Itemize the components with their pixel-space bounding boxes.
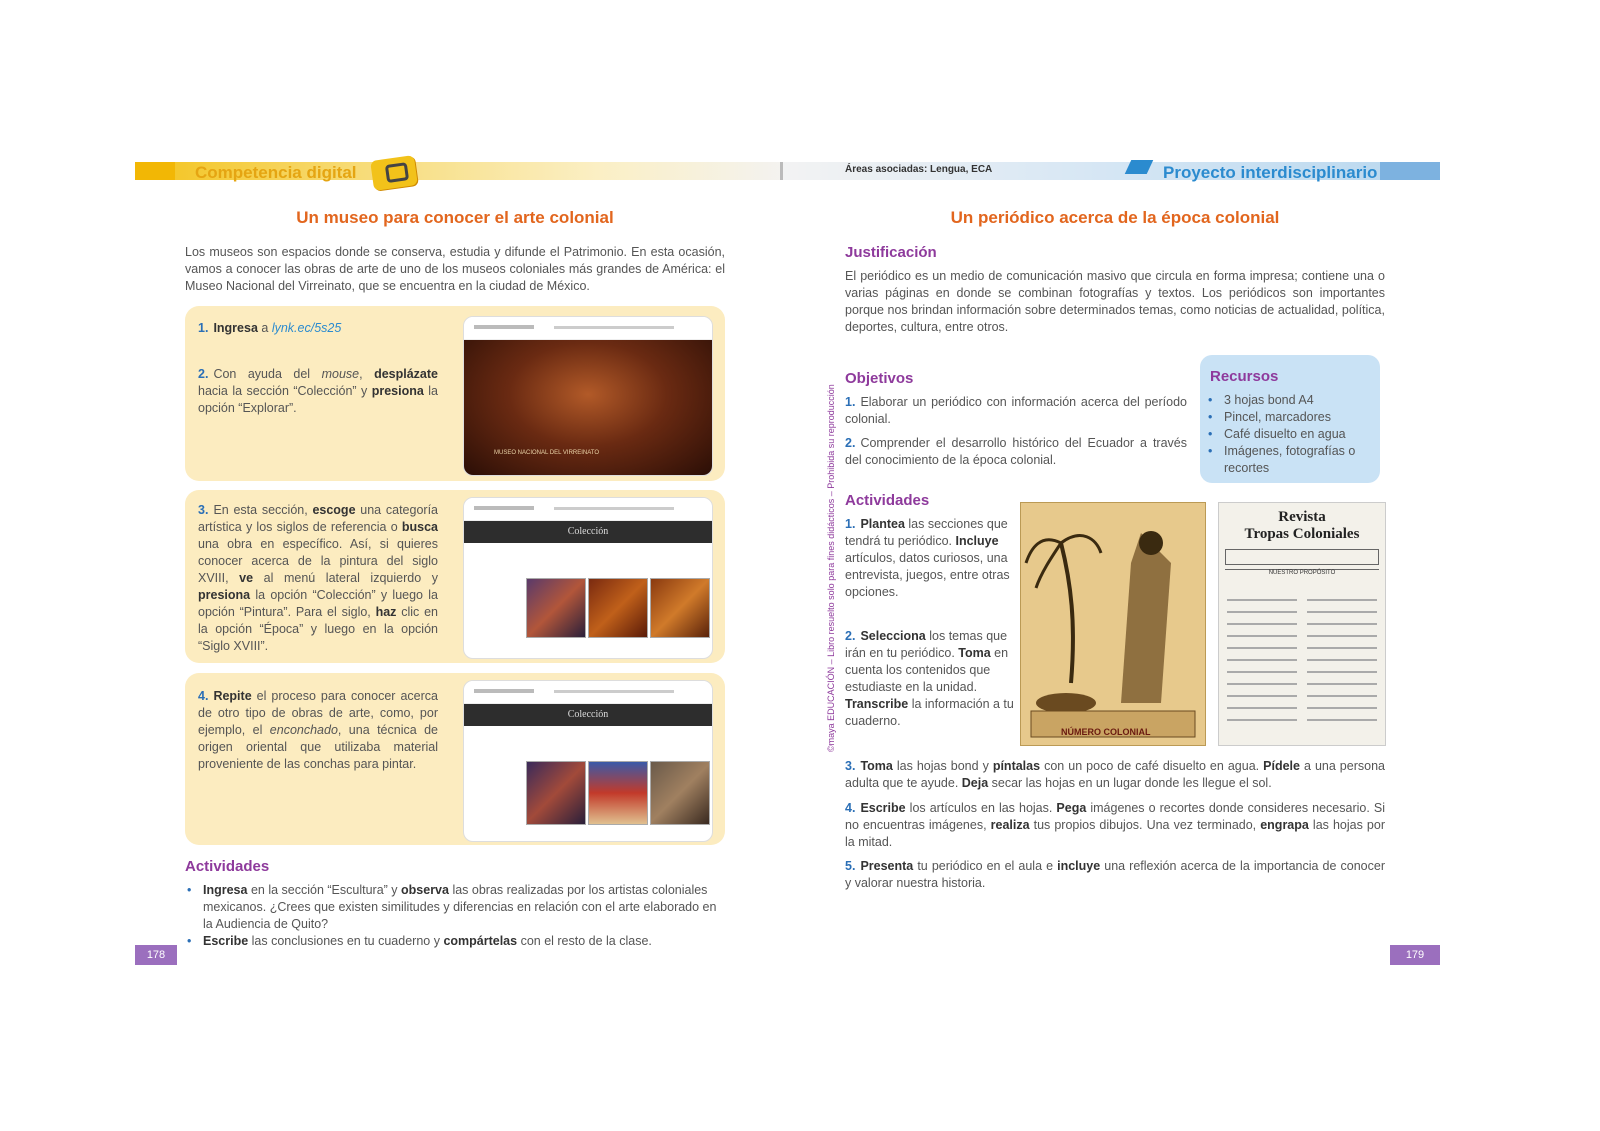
magazine-subtitle: NUESTRO PROPÓSITO <box>1225 569 1379 576</box>
right-activities-title: Actividades <box>845 492 930 509</box>
step-1 <box>198 320 438 337</box>
activity-verb: Deja <box>961 776 989 790</box>
page-number-right: 179 <box>1390 945 1440 965</box>
text-line <box>1227 659 1297 661</box>
objective-number: 1. <box>845 395 856 409</box>
screenshot-navbar <box>464 681 712 704</box>
step-3 <box>198 502 438 655</box>
step-text: Con ayuda del <box>213 367 322 381</box>
activity-text: tu periódico en el aula e <box>913 859 1058 873</box>
step-text: una categoría artística y los siglos de referencia o <box>198 503 438 534</box>
screenshot-caption: MUSEO NACIONAL DEL VIRREINATO <box>494 450 600 456</box>
header-divider <box>780 162 783 180</box>
activity-verb: Transcribe <box>845 697 909 711</box>
magazine-title-2: Tropas Coloniales <box>1244 526 1360 542</box>
activity-number: 2. <box>845 629 856 643</box>
activity-verb: compártelas <box>443 934 518 948</box>
activity-number: 3. <box>845 759 856 773</box>
activity-text: con un poco de café disuelto en agua. <box>1040 759 1264 773</box>
colonial-newspaper-image <box>1020 502 1206 746</box>
activity-number: 1. <box>845 517 856 531</box>
text-line <box>1307 599 1377 601</box>
step-text: hacia la sección “Colección” y <box>198 384 372 398</box>
activity-text: las conclusiones en tu cuaderno y <box>248 934 444 948</box>
step-verb: ve <box>239 571 254 585</box>
activity-text: la información a tu cuaderno. <box>845 697 1014 728</box>
step-text: clic en la opción “Época” y luego en la opción “Siglo XVIII”. <box>198 605 439 653</box>
text-line <box>1307 671 1377 673</box>
activity-verb: Escribe <box>203 934 249 948</box>
activity-verb: Toma <box>860 759 893 773</box>
step-number: 4. <box>198 689 209 703</box>
step-verb: Ingresa <box>213 321 258 335</box>
activity-5 <box>845 858 1385 892</box>
colonial-magazine-image <box>1218 502 1386 746</box>
collection-band: Colección <box>464 521 712 543</box>
step-italic: mouse <box>321 367 360 381</box>
list-item: • Imágenes, fotografías o recortes <box>1206 443 1374 477</box>
step-verb: presiona <box>371 384 424 398</box>
objective-2 <box>845 435 1187 469</box>
activity-verb: Ingresa <box>203 883 248 897</box>
activity-text: secar las hojas en un lugar donde les llegue el sol. <box>988 776 1272 790</box>
step-text: la opción “Explorar”. <box>198 384 439 415</box>
left-activities-title: Actividades <box>185 858 270 875</box>
activity-text: una reflexión acerca de la importancia de conocer y valorar nuestra historia. <box>845 859 1385 890</box>
justification-text: El periódico es un medio de comunicación masivo que circula en forma impresa; contiene una o varias páginas en donde se combinan fotografías y textos. Los periódicos son importantes porque nos brindan información sobre determinados temas, como noticias de actualidad, política, deportes, cultura, entre otros. <box>845 269 1385 334</box>
step-verb: Repite <box>213 689 252 703</box>
digital-competence-icon <box>370 155 418 191</box>
step-text: la opción “Colección” y luego la opción “Pintura”. Para el siglo, <box>198 588 438 619</box>
screenshot-museum-home <box>463 316 713 476</box>
text-line <box>1227 683 1297 685</box>
screenshot-navbar <box>464 498 712 521</box>
magazine-masthead <box>1225 549 1379 565</box>
step-italic: enconchado <box>269 723 338 737</box>
activity-text: los artículos en las hojas. <box>905 801 1057 815</box>
header-areas: Áreas asociadas: Lengua, ECA <box>845 164 993 175</box>
list-item: • Pincel, marcadores <box>1206 409 1374 426</box>
step-text: , <box>359 367 375 381</box>
activity-verb: Presenta <box>860 859 914 873</box>
step-text: En esta sección, <box>213 503 313 517</box>
screenshot-collection-2 <box>463 680 713 842</box>
artwork-thumbnail <box>588 578 648 638</box>
altar-image <box>464 340 712 476</box>
text-line <box>1307 719 1377 721</box>
list-item: • Café disuelto en agua <box>1206 426 1374 443</box>
activity-text: en cuenta los contenidos que estudiaste en la unidad. <box>845 646 1009 694</box>
activity-text: tus propios dibujos. Una vez terminado, <box>1029 818 1261 832</box>
activity-verb: incluye <box>1057 859 1101 873</box>
list-item <box>185 933 725 950</box>
text-line <box>1307 611 1377 613</box>
objectives-title: Objetivos <box>845 370 914 387</box>
activity-verb: Escribe <box>860 801 906 815</box>
screenshot-collection-1 <box>463 497 713 659</box>
text-line <box>1307 707 1377 709</box>
text-line <box>1227 707 1297 709</box>
text-line <box>1227 719 1297 721</box>
activity-verb: Pídele <box>1263 759 1300 773</box>
activity-verb: Incluye <box>955 534 999 548</box>
left-activities-list <box>185 882 725 950</box>
left-intro: Los museos son espacios donde se conserva, estudia y difunde el Patrimonio. En esta ocasión, vamos a conocer las obras de arte de uno de los museos coloniales más grandes de América: el Museo Nacional del Virreinato, que se encuentra en la ciudad de México. <box>185 245 725 293</box>
step-verb: desplázate <box>374 367 438 381</box>
resources-title: Recursos <box>1210 368 1279 385</box>
step-text: el proceso para conocer acerca de otro tipo de obras de arte, como, por ejemplo, el <box>198 689 438 737</box>
activity-2 <box>845 628 1015 730</box>
newspaper-illustration <box>1021 503 1205 745</box>
activity-4 <box>845 800 1385 851</box>
list-item <box>185 882 725 933</box>
newspaper-caption: NÚMERO COLONIAL <box>1061 727 1151 737</box>
text-line <box>1227 695 1297 697</box>
text-line <box>1307 647 1377 649</box>
activity-verb: engrapa <box>1260 818 1309 832</box>
collection-band: Colección <box>464 704 712 726</box>
activity-verb: píntalas <box>992 759 1041 773</box>
artwork-thumbnail <box>650 761 710 825</box>
list-item: • 3 hojas bond A4 <box>1206 392 1374 409</box>
activity-text: a una persona adulta que te ayude. <box>845 759 1385 790</box>
text-line <box>1307 683 1377 685</box>
objective-number: 2. <box>845 436 856 450</box>
header-right-title: Proyecto interdisciplinario <box>1163 163 1378 182</box>
artwork-thumbnail <box>650 578 710 638</box>
right-page-title: Un periódico acerca de la época colonial <box>950 208 1280 227</box>
activity-text: las obras realizadas por los artistas coloniales mexicanos. ¿Crees que existen similitudes y diferencias en relación con el arte elaborado en la Audiencia de Quito? <box>203 883 717 931</box>
artwork-thumbnail <box>526 761 586 825</box>
step-verb: haz <box>375 605 397 619</box>
activity-text: en la sección “Escultura” y <box>247 883 402 897</box>
text-line <box>1227 623 1297 625</box>
header-tab-right <box>1380 162 1440 180</box>
objective-text: Comprender el desarrollo histórico del Ecuador a través del conocimiento de la época colonial. <box>845 436 1187 467</box>
text-line <box>1227 671 1297 673</box>
activity-number: 4. <box>845 801 856 815</box>
step-verb: busca <box>401 520 438 534</box>
justification-title: Justificación <box>845 244 937 261</box>
activity-text: las hojas por la mitad. <box>845 818 1385 849</box>
activity-text: los temas que irán en tu periódico. <box>845 629 1008 660</box>
page-number-left: 178 <box>135 945 177 965</box>
step-text: al menú lateral izquierdo y <box>253 571 438 585</box>
step-text: una obra en específico. Así, si quieres conocer acerca de la pintura del siglo XVIII, <box>198 537 438 585</box>
text-line <box>1227 635 1297 637</box>
resources-list <box>1206 392 1374 477</box>
activity-verb: Toma <box>958 646 991 660</box>
step-2 <box>198 366 438 417</box>
activity-1 <box>845 516 1015 601</box>
activity-text: artículos, datos curiosos, una entrevista, juegos, entre otras opciones. <box>845 551 1010 599</box>
activity-number: 5. <box>845 859 856 873</box>
text-line <box>1307 659 1377 661</box>
activity-text: las secciones que tendrá tu periódico. <box>845 517 1008 548</box>
step-text: , una técnica de origen oriental que utilizaba material proveniente de las conchas para pintar. <box>198 723 438 771</box>
step-number: 1. <box>198 321 209 335</box>
text-line <box>1227 611 1297 613</box>
step-verb: presiona <box>198 588 251 602</box>
objective-1 <box>845 394 1187 428</box>
activity-text: las hojas bond y <box>892 759 993 773</box>
activity-text: con el resto de la clase. <box>517 934 652 948</box>
screenshot-navbar <box>464 317 712 340</box>
left-page-title: Un museo para conocer el arte colonial <box>296 208 614 227</box>
text-line <box>1307 635 1377 637</box>
activity-3 <box>845 758 1385 792</box>
text-line <box>1227 599 1297 601</box>
activity-verb: Selecciona <box>860 629 926 643</box>
activity-verb: Pega <box>1056 801 1087 815</box>
text-line <box>1227 647 1297 649</box>
header-left-title: Competencia digital <box>195 163 357 182</box>
step-verb: escoge <box>312 503 356 517</box>
activity-verb: Plantea <box>860 517 905 531</box>
objective-text: Elaborar un periódico con información acerca del período colonial. <box>845 395 1187 426</box>
step-4 <box>198 688 438 773</box>
activity-verb: realiza <box>990 818 1030 832</box>
magazine-title-1: Revista <box>1278 509 1326 525</box>
artwork-thumbnail <box>588 761 648 825</box>
museum-link[interactable]: lynk.ec/5s25 <box>271 321 342 335</box>
artwork-thumbnail <box>526 578 586 638</box>
step-number: 3. <box>198 503 209 517</box>
activity-verb: observa <box>401 883 449 897</box>
step-text: a <box>257 321 272 335</box>
step-number: 2. <box>198 367 209 381</box>
text-line <box>1307 623 1377 625</box>
header-tab-left <box>135 162 175 180</box>
copyright-note: ©maya EDUCACIÓN – Libro resuelto solo para fines didácticos – Prohibida su reproducción <box>826 384 836 752</box>
text-line <box>1307 695 1377 697</box>
activity-text: imágenes o recortes donde consideres necesario. Si no encuentras imágenes, <box>845 801 1385 832</box>
